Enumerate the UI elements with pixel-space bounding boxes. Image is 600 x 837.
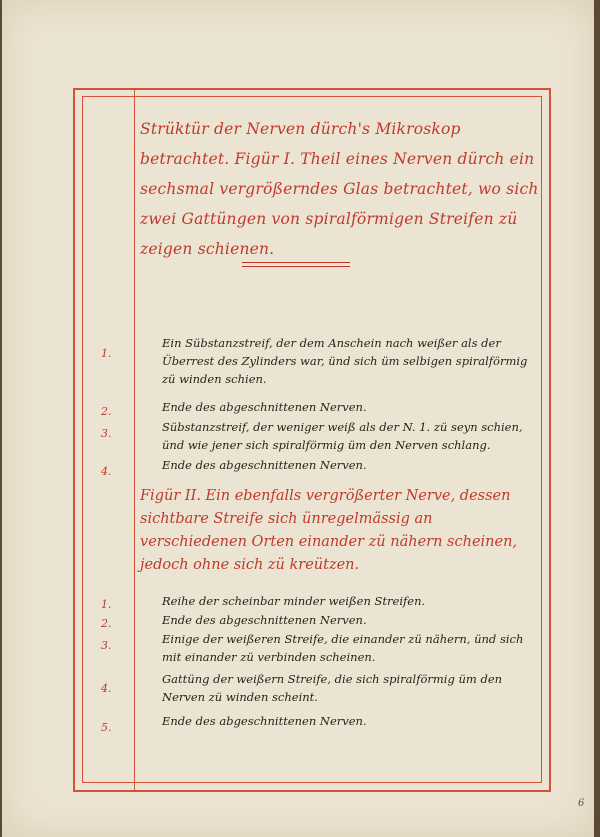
item-number: 5. bbox=[101, 721, 112, 734]
item-number: 3. bbox=[101, 427, 112, 440]
manuscript-page bbox=[2, 0, 594, 837]
margin-rule bbox=[134, 88, 135, 792]
item-number: 4. bbox=[101, 682, 112, 695]
list-item: Ende des abgeschnittenen Nerven. bbox=[162, 714, 367, 728]
item-number: 3. bbox=[101, 639, 112, 652]
list-item: Ende des abgeschnittenen Nerven. bbox=[162, 458, 367, 472]
list-item: Ein Sübstanzstreif, der dem Anschein nach weißer als der Überrest des Zylinders war, ünd sich üm selbigen spiralförmig zü winden schien. bbox=[162, 336, 528, 386]
title-underline-second bbox=[242, 266, 350, 267]
title-underline bbox=[242, 262, 350, 263]
list-item: Gattüng der weißern Streife, die sich spiralförmig üm den Nerven zü winden scheint. bbox=[162, 672, 503, 704]
list-item: Sübstanzstreif, der weniger weiß als der N. 1. zü seyn schien, ünd wie jener sich spiralförmig üm den Nerven schlang. bbox=[162, 420, 523, 452]
item-number: 4. bbox=[101, 465, 112, 478]
list-item: Ende des abgeschnittenen Nerven. bbox=[162, 613, 367, 627]
item-number: 1. bbox=[101, 598, 112, 611]
figure-2-heading: Figür II. Ein ebenfalls vergrößerter Nerve, dessen sichtbare Streife sich ünregelmässig an verschiedenen Orten einander zü nähern scheinen, jedoch ohne sich zü kreützen. bbox=[140, 488, 518, 573]
list-item: Reihe der scheinbar minder weißen Streifen. bbox=[162, 594, 426, 608]
page-title: Strüktür der Nerven dürch's Mikroskop betrachtet. Figür I. Theil eines Nerven dürch ein sechsmal vergrößerndes Glas betrachtet, wo sich zwei Gattüngen von spiralförmigen Streifen zü zeigen schienen. bbox=[140, 120, 539, 258]
page-number: 6 bbox=[578, 798, 585, 809]
item-number: 2. bbox=[101, 405, 112, 418]
item-number: 2. bbox=[101, 617, 112, 630]
list-item: Ende des abgeschnittenen Nerven. bbox=[162, 400, 367, 414]
list-item: Einige der weißeren Streife, die einander zü nähern, ünd sich mit einander zü verbinden scheinen. bbox=[162, 632, 524, 664]
item-number: 1. bbox=[101, 347, 112, 360]
